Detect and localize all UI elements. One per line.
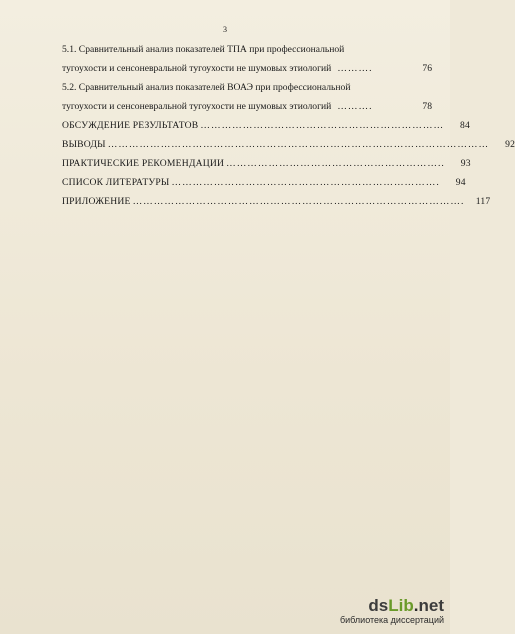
toc-entry-text: ПРАКТИЧЕСКИЕ РЕКОМЕНДАЦИИ xyxy=(62,158,225,169)
toc-page-number: 92 xyxy=(505,139,515,150)
toc-page-number: 84 xyxy=(460,120,471,131)
toc-entry-text: тугоухости и сенсоневральной тугоухости не шумовых этиологий xyxy=(62,101,332,112)
dot-leader: …………………………………………………………………………………. xyxy=(132,196,465,207)
toc-entry-5-2-line-1: 5.2. Сравнительный анализ показателей ВОАЭ при профессиональной xyxy=(62,82,351,93)
toc-page-number: 76 xyxy=(422,63,432,74)
toc-entry-text: тугоухости и сенсоневральной тугоухости не шумовых этиологий xyxy=(62,63,332,74)
dot-leader: ……………………………………………………………………………………………… xyxy=(107,139,490,150)
toc-entry-conclusions xyxy=(62,135,515,154)
logo-lib: Lib xyxy=(388,596,414,615)
toc-page-number: 94 xyxy=(455,177,466,188)
dot-leader: ………. xyxy=(337,101,373,112)
toc-entry-text: ПРИЛОЖЕНИЕ xyxy=(62,196,131,207)
dslib-watermark xyxy=(334,597,444,626)
toc-page-number: 93 xyxy=(460,158,471,169)
logo-ds: ds xyxy=(368,596,389,615)
logo-net: net xyxy=(418,596,444,615)
dot-leader: ………. xyxy=(337,63,373,74)
toc-page-number: 78 xyxy=(422,101,432,112)
logo-dot: . xyxy=(413,596,419,615)
watermark-subtitle: библиотека диссертаций xyxy=(339,615,444,625)
table-of-contents xyxy=(62,40,515,211)
toc-entry-5-2-line-2 xyxy=(62,97,432,116)
toc-entry-references xyxy=(62,173,466,192)
toc-entry-recommendations xyxy=(62,154,471,173)
toc-entry-text: ОБСУЖДЕНИЕ РЕЗУЛЬТАТОВ xyxy=(62,120,199,131)
dot-leader: …………………………………………………………… xyxy=(200,120,445,131)
toc-entry-5-1-line-2 xyxy=(62,59,432,78)
page-number: 3 xyxy=(223,25,227,34)
dot-leader: …………………………………………………………………. xyxy=(171,177,440,188)
toc-page-number: 117 xyxy=(475,196,491,207)
dslib-logo xyxy=(334,597,444,615)
toc-entry-5-1-line-1: 5.1. Сравнительный анализ показателей ТПА при профессиональной xyxy=(62,44,345,55)
toc-entry-text: ВЫВОДЫ xyxy=(62,139,106,150)
toc-entry-discussion xyxy=(62,116,471,135)
dot-leader: …………………………………………………….. xyxy=(226,158,445,169)
toc-entry-text: СПИСОК ЛИТЕРАТУРЫ xyxy=(62,177,170,188)
toc-entry-appendix xyxy=(62,192,491,211)
